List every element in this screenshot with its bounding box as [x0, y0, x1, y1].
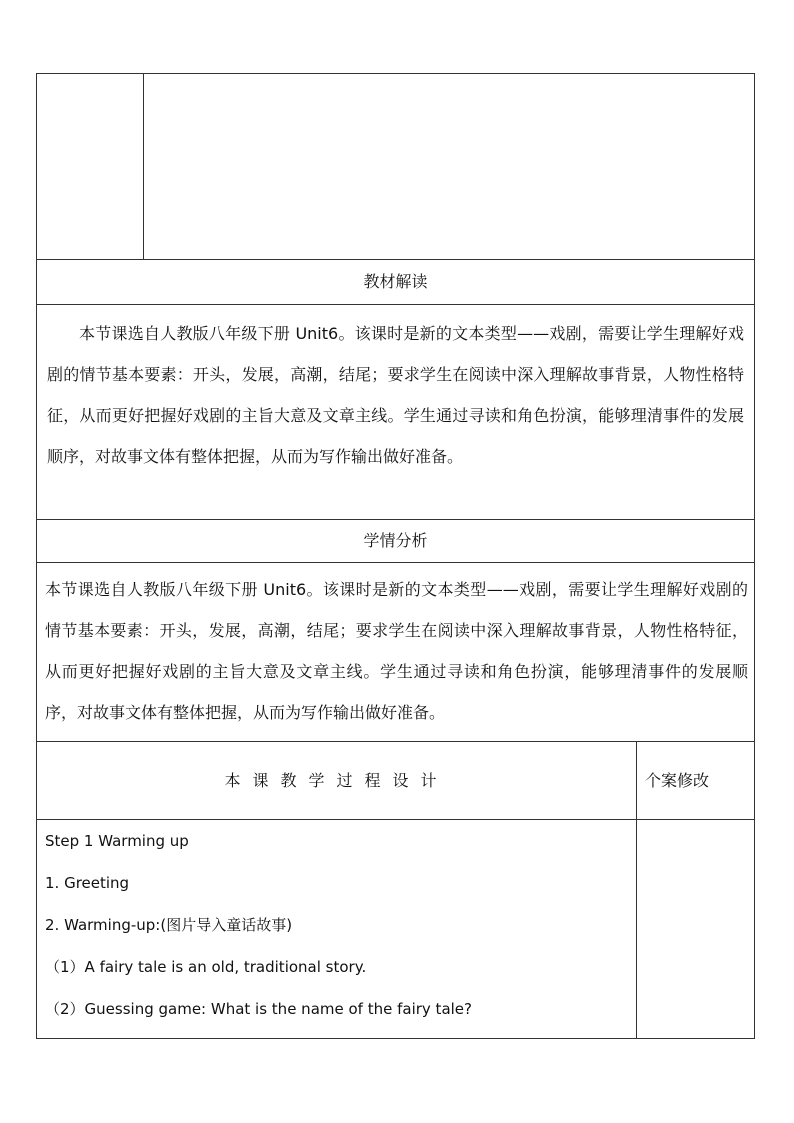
blank-cell-right [144, 74, 755, 260]
step-title: Step 1 Warming up [45, 832, 189, 850]
student-analysis-heading: 学情分析 [37, 520, 755, 563]
textbook-analysis-heading: 教材解读 [37, 260, 755, 305]
case-revision-cell [637, 820, 755, 1039]
blank-cell-left [37, 74, 144, 260]
textbook-analysis-body: 本节课选自人教版八年级下册 Unit6。该课时是新的文本类型——戏剧，需要让学生理解好戏剧的情节基本要素：开头，发展，高潮，结尾；要求学生在阅读中深入理解故事背景，人物性格特征，从而更好把握好戏剧的主旨大意及文章主线。学生通过寻读和角色扮演，能够理清事件的发展顺序，对故事文体有整体把握，从而为写作输出做好准备。 [37, 305, 755, 520]
blank-row [37, 74, 755, 260]
step-item: 1. Greeting [45, 874, 130, 892]
student-analysis-body: 本节课选自人教版八年级下册 Unit6。该课时是新的文本类型——戏剧，需要让学生理解好戏剧的情节基本要素：开头，发展，高潮，结尾；要求学生在阅读中深入理解故事背景，人物性格特征，从而更好把握好戏剧的主旨大意及文章主线。学生通过寻读和角色扮演，能够理清事件的发展顺序，对故事文体有整体把握，从而为写作输出做好准备。 [37, 563, 755, 742]
case-revision-heading: 个案修改 [637, 742, 755, 820]
lesson-plan-table [36, 73, 755, 1039]
step-item: （2）Guessing game: What is the name of the fairy tale? [45, 1000, 472, 1018]
teaching-steps-cell [37, 820, 637, 1039]
step-item: 2. Warming-up:(图片导入童话故事) [45, 916, 293, 934]
step-item: （1）A fairy tale is an old, traditional story. [45, 958, 367, 976]
teaching-process-heading: 本课教学过程设计 [37, 742, 637, 820]
